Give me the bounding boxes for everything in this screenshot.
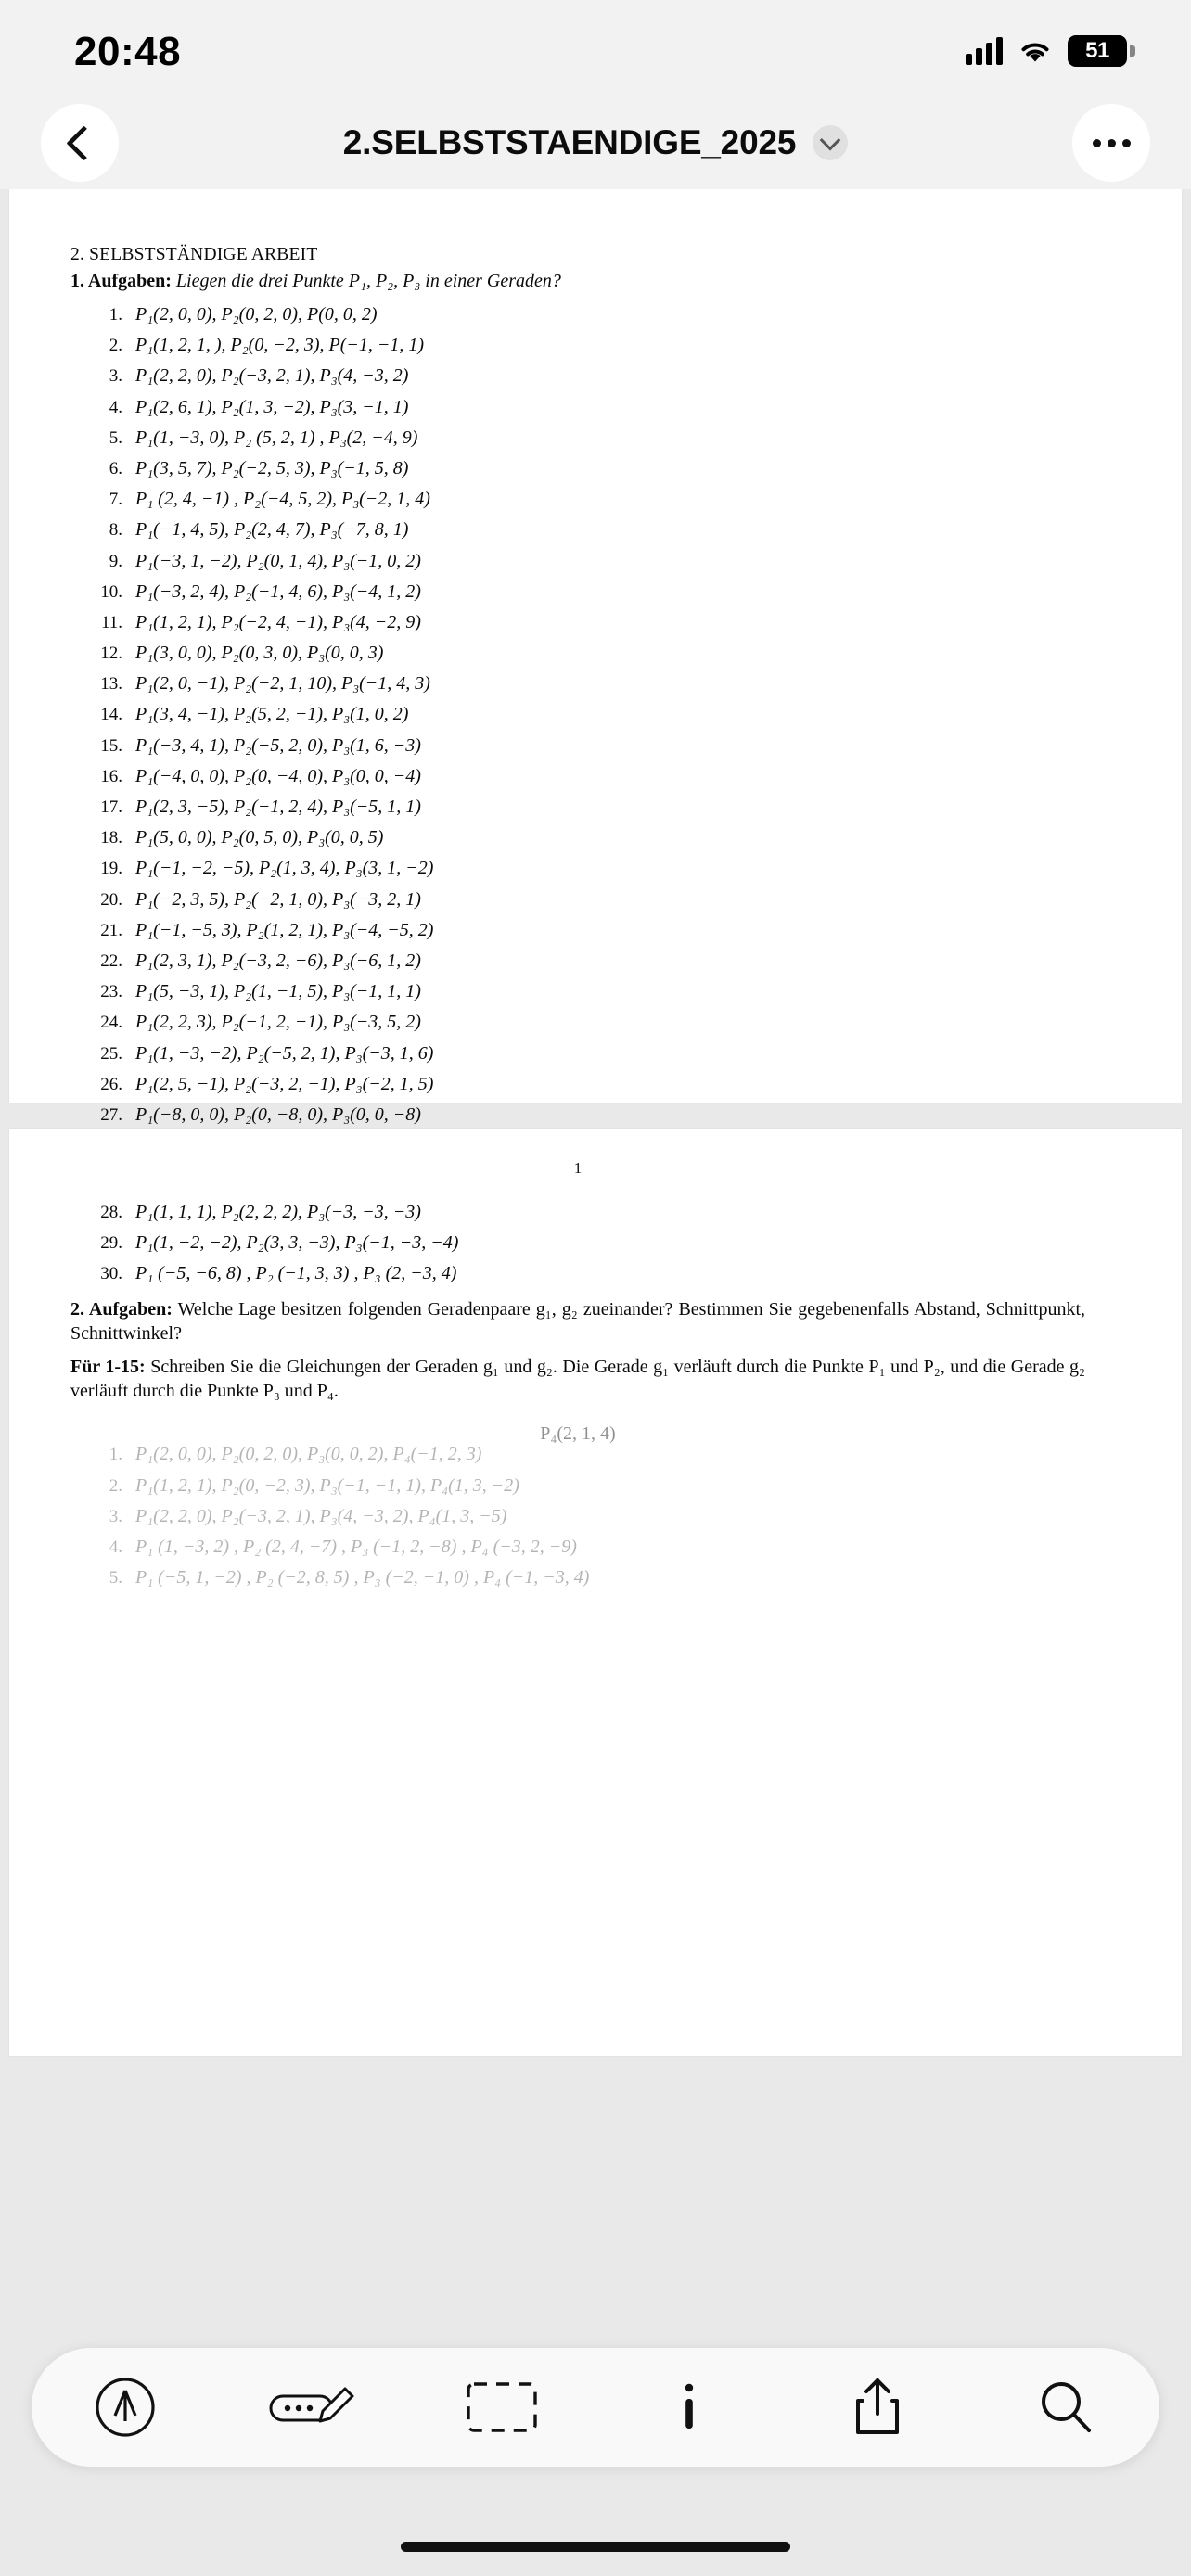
list-item-text: P₁(−2, 3, 5), P₂(−2, 1, 0), P₃(−3, 2, 1) <box>135 888 421 910</box>
document-page-2 <box>9 1129 1182 2056</box>
list-item-number: 3. <box>109 1506 122 1526</box>
task-1-text: Liegen die drei Punkte P₁, P₂, P₃ in einer Geraden? <box>175 271 561 291</box>
list-item <box>70 982 1085 1001</box>
list-item-number: 5. <box>109 427 122 448</box>
status-bar <box>0 0 1191 96</box>
list-item-number: 1. <box>109 1445 122 1465</box>
list-item <box>70 767 1085 785</box>
list-item-text: P₁(3, 5, 7), P₂(−2, 5, 3), P₃(−1, 5, 8) <box>135 457 409 478</box>
list-item <box>70 951 1085 970</box>
exercise-list-page-2 <box>70 1203 1085 1282</box>
list-item-number: 21. <box>100 920 122 940</box>
list-item-number: 8. <box>109 520 122 541</box>
list-item-text: P₁(3, 4, −1), P₂(5, 2, −1), P₃(1, 0, 2) <box>135 704 409 725</box>
list-item-text: P₁(1, 2, 1, ), P₂(0, −2, 3), P(−1, −1, 1) <box>135 335 425 356</box>
cellular-bars-icon <box>966 37 1003 65</box>
status-time: 20:48 <box>74 29 182 74</box>
list-item-text: P₁(−1, −2, −5), P₂(1, 3, 4), P₃(3, 1, −2) <box>135 858 434 879</box>
list-item-text: P₁(−1, −5, 3), P₂(1, 2, 1), P₃(−4, −5, 2) <box>135 919 434 940</box>
list-item <box>70 828 1085 847</box>
list-item-number: 20. <box>100 889 122 910</box>
list-item-text: P₁(2, 3, 1), P₂(−3, 2, −6), P₃(−6, 1, 2) <box>135 950 421 971</box>
list-item-number: 28. <box>100 1203 122 1222</box>
list-item-text: P₁ (−5, 1, −2) , P₂ (−2, 8, 5) , P₃ (−2, −1, 0) , P₄ (−1, −3, 4) <box>135 1567 590 1588</box>
list-item-number: 30. <box>100 1264 122 1284</box>
list-item-number: 29. <box>100 1233 122 1254</box>
wifi-icon <box>1018 37 1053 65</box>
document-page-1 <box>9 189 1182 1177</box>
chevron-left-icon <box>66 125 101 160</box>
list-item-number: 3. <box>109 366 122 387</box>
list-item <box>70 921 1085 939</box>
list-item <box>70 459 1085 478</box>
list-item <box>70 490 1085 508</box>
list-item-text: P₁(5, 0, 0), P₂(0, 5, 0), P₃(0, 0, 5) <box>135 827 384 848</box>
search-icon[interactable] <box>1010 2366 1121 2449</box>
list-item <box>70 428 1085 447</box>
list-item-number: 27. <box>100 1104 122 1125</box>
list-item-number: 9. <box>109 551 122 571</box>
list-item-number: 24. <box>100 1013 122 1033</box>
task-2-label: 2. Aufgaben: <box>70 1299 173 1320</box>
list-item-number: 23. <box>100 982 122 1002</box>
list-item-text: P₁(2, 2, 0), P₂(−3, 2, 1), P₃(4, −3, 2), P₄(1, 3, −5) <box>135 1505 507 1526</box>
list-item-number: 25. <box>100 1043 122 1064</box>
more-options-button[interactable] <box>1072 104 1150 182</box>
list-item-number: 11. <box>100 612 122 632</box>
document-header: 2. SELBSTSTÄNDIGE ARBEIT <box>70 245 318 264</box>
list-item-text: P₁(1, −3, −2), P₂(−5, 2, 1), P₃(−3, 1, 6) <box>135 1042 434 1064</box>
page-title: 2.SELBSTSTAENDIGE_2025 <box>342 123 797 161</box>
list-item-text: P₁ (2, 4, −1) , P₂(−4, 5, 2), P₃(−2, 1, 4) <box>135 489 430 510</box>
list-item-text: P₁(−3, 1, −2), P₂(0, 1, 4), P₃(−1, 0, 2) <box>135 550 421 571</box>
list-item-number: 15. <box>100 735 122 756</box>
battery-icon <box>1068 35 1135 67</box>
list-item <box>70 366 1085 385</box>
list-item-text: P₁(2, 3, −5), P₂(−1, 2, 4), P₃(−5, 1, 1) <box>135 797 421 817</box>
list-item-number: 26. <box>100 1074 122 1094</box>
task-2-note <box>70 1355 1085 1403</box>
list-item-text: P₁(2, 0, −1), P₂(−2, 1, 10), P₃(−1, 4, 3) <box>135 673 430 695</box>
list-item <box>70 1044 1085 1063</box>
signature-icon[interactable] <box>258 2366 369 2449</box>
list-item <box>70 1105 1085 1124</box>
list-item <box>70 305 1085 324</box>
back-button[interactable] <box>41 104 119 182</box>
list-item <box>70 859 1085 877</box>
list-item-text: P₁ (−5, −6, 8) , P₂ (−1, 3, 3) , P₃ (2, −3, 4) <box>135 1263 457 1284</box>
list-item-text: P₁ (1, −3, 2) , P₂ (2, 4, −7) , P₃ (−1, 2, −8) , P₄ (−3, 2, −9) <box>135 1536 577 1557</box>
list-item-number: 12. <box>100 644 122 664</box>
list-item-number: 4. <box>109 397 122 417</box>
list-item-number: 2. <box>109 336 122 356</box>
list-item <box>70 736 1085 755</box>
list-item-text: P₁(5, −3, 1), P₂(1, −1, 5), P₃(−1, 1, 1) <box>135 981 421 1002</box>
list-item-number: 7. <box>109 490 122 510</box>
list-item <box>70 1445 1085 1463</box>
task-2-text: Welche Lage besitzen folgenden Geradenpaare g₁, g₂ zueinander? Bestimmen Sie gegebenenfalls Abstand, Schnittpunkt, Schnittwinkel? <box>70 1299 1086 1345</box>
list-item-number: 1. <box>109 305 122 325</box>
task-2-heading <box>70 1297 1085 1345</box>
status-indicators <box>966 30 1135 67</box>
list-item-text: P₁(2, 5, −1), P₂(−3, 2, −1), P₃(−2, 1, 5) <box>135 1073 434 1094</box>
bottom-toolbar <box>32 2348 1159 2467</box>
list-item-number: 13. <box>100 674 122 695</box>
list-item-number: 18. <box>100 828 122 848</box>
list-item <box>70 1203 1085 1221</box>
list-item <box>70 398 1085 416</box>
list-item <box>70 1233 1085 1252</box>
list-item-text: P₁(−4, 0, 0), P₂(0, −4, 0), P₃(0, 0, −4) <box>135 765 421 786</box>
task-2-note-text: Schreiben Sie die Gleichungen der Geraden g₁ und g₂. Die Gerade g₁ verläuft durch die Punkte P₁ und P₂, und die Gerade g₂ verläuft durch die Punkte P₃ und P₄. <box>70 1357 1086 1402</box>
list-item-text: P₁(2, 2, 3), P₂(−1, 2, −1), P₃(−3, 5, 2) <box>135 1012 421 1033</box>
list-item-number: 19. <box>100 859 122 879</box>
home-indicator <box>401 2542 790 2552</box>
list-item-number: 10. <box>100 581 122 602</box>
list-item <box>70 1013 1085 1031</box>
list-item <box>70 613 1085 631</box>
list-item <box>70 890 1085 909</box>
list-item <box>70 705 1085 723</box>
list-item-text: P₁(−3, 2, 4), P₂(−1, 4, 6), P₃(−4, 1, 2) <box>135 580 421 602</box>
exercise-list-page-1 <box>70 305 1085 1124</box>
list-item-number: 6. <box>109 458 122 478</box>
battery-level: 51 <box>1068 35 1127 67</box>
list-item <box>70 520 1085 539</box>
list-item-text: P₁(2, 0, 0), P₂(0, 2, 0), P(0, 0, 2) <box>135 304 378 325</box>
faded-point-line: P₄(2, 1, 4) <box>540 1423 616 1445</box>
list-item <box>70 1568 1085 1587</box>
list-item-text: P₁(−8, 0, 0), P₂(0, −8, 0), P₃(0, 0, −8) <box>135 1103 421 1125</box>
list-item-number: 5. <box>109 1568 122 1588</box>
list-item-number: 4. <box>109 1537 122 1557</box>
document-title-area[interactable] <box>119 123 1072 162</box>
list-item-text: P₁(2, 6, 1), P₂(1, 3, −2), P₃(3, −1, 1) <box>135 396 409 417</box>
list-item-text: P₁(−1, 4, 5), P₂(2, 4, 7), P₃(−7, 8, 1) <box>135 519 409 541</box>
chevron-down-icon[interactable] <box>813 125 848 160</box>
list-item-text: P₁(2, 0, 0), P₂(0, 2, 0), P₃(0, 0, 2), P₄(−1, 2, 3) <box>135 1444 482 1465</box>
list-item <box>70 644 1085 662</box>
list-item <box>70 1537 1085 1556</box>
task-2-note-prefix: Für 1-15: <box>70 1357 146 1378</box>
list-item-text: P₁(1, 2, 1), P₂(0, −2, 3), P₃(−1, −1, 1), P₄(1, 3, −2) <box>135 1474 519 1496</box>
markup-pen-icon[interactable] <box>70 2366 181 2449</box>
list-item-text: P₁(1, −2, −2), P₂(3, 3, −3), P₃(−1, −3, −4) <box>135 1232 459 1254</box>
list-item-text: P₁(1, 2, 1), P₂(−2, 4, −1), P₃(4, −2, 9) <box>135 611 421 632</box>
list-item <box>70 797 1085 816</box>
list-item-text: P₁(1, −3, 0), P₂ (5, 2, 1) , P₃(2, −4, 9) <box>135 427 418 448</box>
share-icon[interactable] <box>822 2366 933 2449</box>
list-item-number: 22. <box>100 950 122 971</box>
list-item <box>70 1507 1085 1525</box>
list-item-number: 16. <box>100 766 122 786</box>
crop-icon[interactable] <box>446 2366 557 2449</box>
info-icon[interactable] <box>634 2366 745 2449</box>
list-item-text: P₁(2, 2, 0), P₂(−3, 2, 1), P₃(4, −3, 2) <box>135 365 409 387</box>
list-item-text: P₁(1, 1, 1), P₂(2, 2, 2), P₃(−3, −3, −3) <box>135 1202 421 1222</box>
list-item-number: 14. <box>100 705 122 725</box>
page-number: 1 <box>573 1158 583 1177</box>
list-item-number: 2. <box>109 1475 122 1496</box>
list-item <box>70 1075 1085 1093</box>
list-item-text: P₁(−3, 4, 1), P₂(−5, 2, 0), P₃(1, 6, −3) <box>135 734 421 756</box>
list-item <box>70 1264 1085 1282</box>
list-item <box>70 552 1085 570</box>
list-item <box>70 582 1085 601</box>
task-1-label: 1. Aufgaben: <box>70 271 172 291</box>
task-1-heading <box>70 271 1085 292</box>
faded-exercise-list <box>70 1445 1085 1587</box>
list-item-text: P₁(3, 0, 0), P₂(0, 3, 0), P₃(0, 0, 3) <box>135 643 384 664</box>
more-options-icon <box>1093 139 1131 147</box>
list-item <box>70 674 1085 693</box>
list-item <box>70 1476 1085 1495</box>
list-item <box>70 336 1085 354</box>
nav-bar <box>0 96 1191 189</box>
list-item-number: 17. <box>100 797 122 817</box>
document-scroll-area[interactable] <box>0 189 1191 2576</box>
